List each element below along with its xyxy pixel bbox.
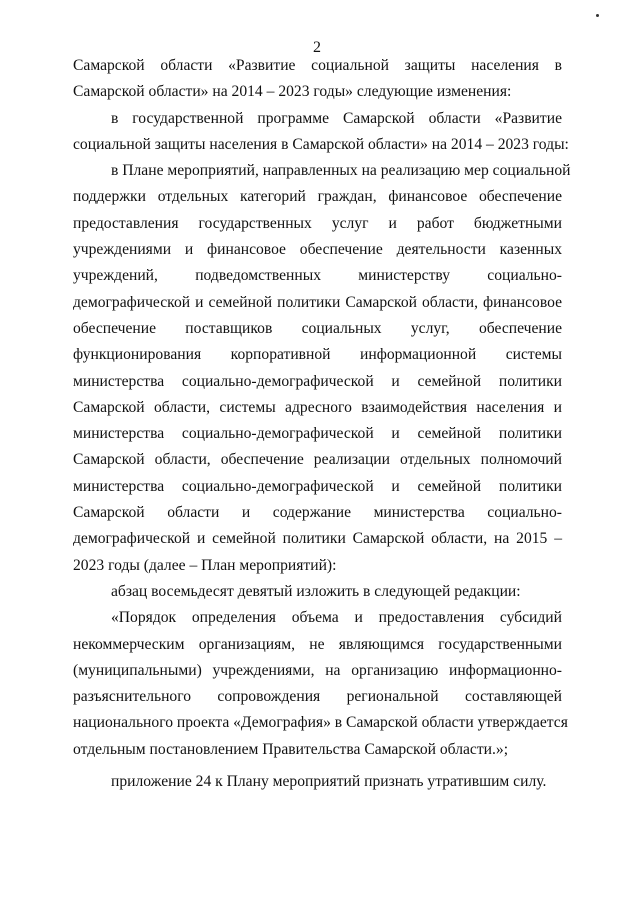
page-number: 2 — [313, 39, 321, 56]
text-line: поддержки отдельных категорий граждан, финансовое обеспечение — [73, 188, 562, 206]
text-line: демографической и семейной политики Самарской области, финансовое — [73, 293, 562, 311]
text-line: Самарской области» на 2014 – 2023 годы» следующие изменения: — [73, 83, 512, 101]
text-line: отдельным постановлением Правительства Самарской области.»; — [73, 740, 509, 758]
paragraph-quoted-new-text — [73, 605, 568, 763]
text-line: разъяснительного сопровождения региональной составляющей — [73, 688, 562, 706]
paragraph-action-plan — [73, 158, 571, 579]
scan-artifact-dot — [596, 14, 599, 17]
text-line: Самарской области, системы адресного взаимодействия населения и — [73, 398, 562, 416]
text-line: предоставления государственных услуг и работ бюджетными — [73, 214, 562, 232]
paragraph-appendix-repeal — [73, 769, 562, 795]
text-line: в Плане мероприятий, направленных на реализацию мер социальной — [111, 162, 571, 180]
text-line: социальной защиты населения в Самарской области» на 2014 – 2023 годы: — [73, 135, 569, 153]
text-line: учреждениями и финансовое обеспечение деятельности казенных — [73, 241, 562, 259]
text-line: министерства социально-демографической и семейной политики — [73, 425, 562, 443]
text-line: (муниципальными) учреждениями, на организацию информационно- — [73, 661, 562, 679]
text-line: Самарской области и содержание министерства социально- — [73, 504, 562, 522]
text-line: учреждений, подведомственных министерству социально- — [73, 267, 562, 285]
text-line: Самарской области, обеспечение реализации отдельных полномочий — [73, 451, 562, 469]
text-line: приложение 24 к Плану мероприятий признать утратившим силу. — [111, 773, 547, 791]
text-line: «Порядок определения объема и предоставления субсидий — [111, 609, 562, 627]
paragraph-state-program — [73, 106, 569, 159]
text-line: в государственной программе Самарской области «Развитие — [111, 109, 562, 127]
text-line: некоммерческим организациям, не являющимся государственными — [73, 635, 562, 653]
text-line: обеспечение поставщиков социальных услуг, обеспечение — [73, 319, 562, 337]
text-line: функционирования корпоративной информационной системы — [73, 346, 562, 364]
text-line: министерства социально-демографической и семейной политики — [73, 477, 562, 495]
text-line: министерства социально-демографической и семейной политики — [73, 372, 562, 390]
document-body — [73, 53, 571, 795]
paragraph-program-title-continuation — [73, 53, 562, 106]
text-line: Самарской области «Развитие социальной защиты населения в — [73, 57, 562, 74]
text-line: 2023 годы (далее – План мероприятий): — [73, 556, 337, 574]
text-line: абзац восемьдесят девятый изложить в следующей редакции: — [111, 582, 521, 600]
text-line: национального проекта «Демография» в Самарской области утверждается — [73, 714, 568, 732]
paragraph-amendment-instruction — [73, 579, 562, 605]
text-line: демографической и семейной политики Самарской области, на 2015 – — [73, 530, 562, 548]
